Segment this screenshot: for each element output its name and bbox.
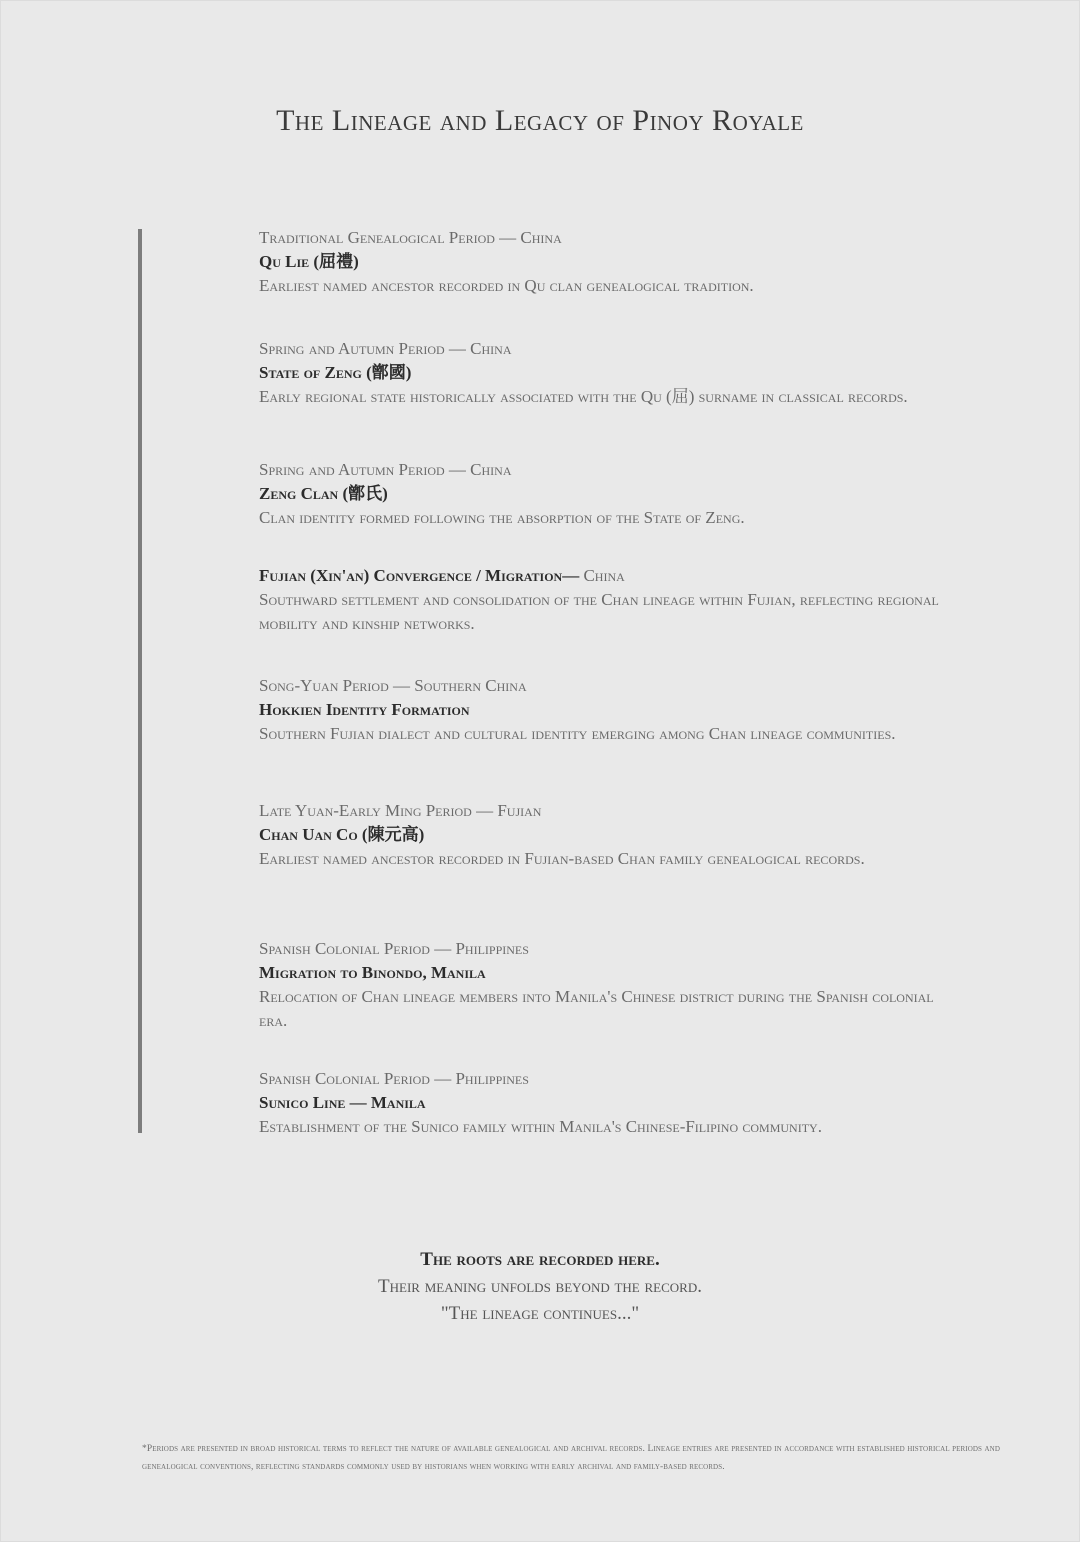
entry-name: Fujian (Xin'an) Convergence / Migration— [259,566,580,585]
lineage-entry [259,458,939,530]
lineage-entry [259,674,939,746]
entry-description: Clan identity formed following the absorption of the State of Zeng. [259,508,745,527]
entry-period: Spring and Autumn Period — China [259,339,512,358]
entry-name: Migration to Binondo, Manila [259,963,486,982]
entry-name: State of Zeng (鄫國) [259,363,412,382]
lineage-entry [259,1067,939,1139]
entry-period: Late Yuan-Early Ming Period — Fujian [259,801,542,820]
entry-period: Spanish Colonial Period — Philippines [259,939,529,958]
footnote: *Periods are presented in broad historical terms to reflect the nature of available genealogical and archival records. Lineage entries are presented in accordance with established historical periods and genealogical conventions, reflecting standards commonly used by historians when working with early archival and family-based records. [142,1444,1000,1472]
closing-statement [0,1246,1080,1327]
entry-period: Traditional Genealogical Period — China [259,228,562,247]
entry-description: Southern Fujian dialect and cultural identity emerging among Chan lineage communities. [259,724,896,743]
entry-period: Spring and Autumn Period — China [259,460,512,479]
lineage-entry [259,564,939,636]
entry-description: Relocation of Chan lineage members into Manila's Chinese district during the Spanish colonial era. [259,987,934,1030]
entry-period: Song-Yuan Period — Southern China [259,676,527,695]
lineage-entry [259,937,939,1033]
entry-description: Earliest named ancestor recorded in Qu clan genealogical tradition. [259,276,754,295]
entry-period: Spanish Colonial Period — Philippines [259,1069,529,1088]
entry-description: Establishment of the Sunico family within Manila's Chinese-Filipino community. [259,1117,822,1136]
entry-name: Qu Lie (屈禮) [259,252,359,271]
closing-line-1: The roots are recorded here. [420,1249,660,1270]
closing-line-3: "The lineage continues..." [440,1303,640,1324]
entry-name: Zeng Clan (鄫氏) [259,484,388,503]
entry-heading [259,564,939,588]
timeline-rule [138,229,142,1133]
lineage-entry [259,799,939,871]
entry-description: Southward settlement and consolidation of the Chan lineage within Fujian, reflecting regional mobility and kinship networks. [259,590,939,633]
lineage-entry [259,337,939,409]
lineage-entry [259,226,939,298]
closing-line-2: Their meaning unfolds beyond the record. [378,1276,702,1297]
entry-name: Sunico Line — Manila [259,1093,426,1112]
entry-description: Early regional state historically associated with the Qu (屈) surname in classical records. [259,387,908,406]
page-title: The Lineage and Legacy of Pinoy Royale [276,104,804,137]
entry-name: Chan Uan Co (陳元高) [259,825,425,844]
entry-period: China [579,566,625,585]
entry-description: Earliest named ancestor recorded in Fujian-based Chan family genealogical records. [259,849,865,868]
entry-name: Hokkien Identity Formation [259,700,470,719]
